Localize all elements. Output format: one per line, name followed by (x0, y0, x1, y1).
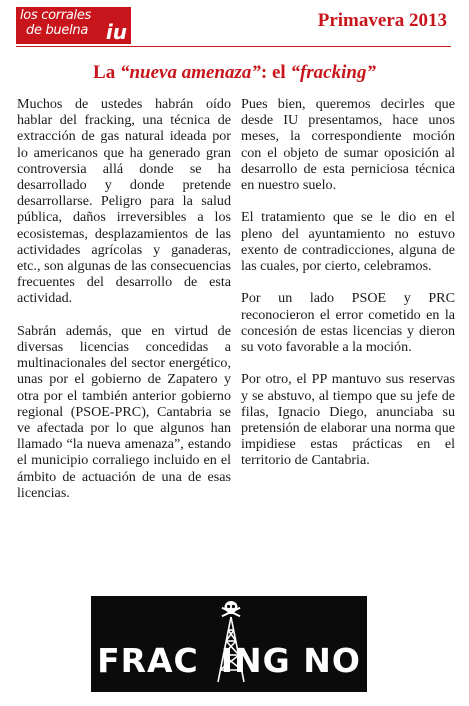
paragraph: Por otro, el PP mantuvo sus reservas y se abstuvo, al tiempo que su jefe de filas, Ignacio Diego, anunciaba su pretensión de elaborar una norma que impidiese estas prácticas en el territorio de Cantabria. (241, 371, 455, 469)
logo-mark: iu (105, 20, 127, 44)
article-column-left (17, 96, 231, 517)
paragraph: Muchos de ustedes habrán oído hablar del fracking, una técnica de extracción de gas natural ideada por lo americanos que ha generado gran controversia allá donde se ha desarrollado y donde pretende desarrollarse. Peligro para la salud pública, daños irreversibles a los ecosistemas, desplazamientos de las actividades agrícolas y ganaderas, etc., son algunas de las consecuencias frecuentes del desarrollo de esta actividad. (17, 96, 231, 307)
title-part-1: La (93, 62, 120, 83)
slogan-part-1: FRAC (97, 641, 199, 680)
page-header (0, 0, 469, 50)
skull-icon (222, 601, 241, 617)
article-column-right (241, 96, 455, 485)
paragraph: Pues bien, queremos decirles que desde IU presentamos, hace unos meses, la correspondiente moción con el objeto de sumar oposición al desarrollo de esta perniciosa técnica en nuestro suelo. (241, 96, 455, 194)
slogan-part-2: ING NO (220, 641, 361, 680)
header-divider (16, 46, 451, 47)
logo-line-2: de buelna (26, 23, 88, 38)
paragraph: Sabrán además, que en virtud de diversas licencias concedidas a multinacionales del sector energético, unas por el gobierno de Zapatero y otra por el también anterior gobierno regional (PSOE-PRC), Cantabria se ve afectada por lo que algunos han llamado “la nueva amenaza”, estando el municipio corraliego incluido en el ámbito de actuación de una de esas licencias. (17, 322, 231, 501)
title-part-2: “nueva amenaza” (119, 62, 261, 83)
iu-logo (16, 7, 131, 44)
issue-season: Primavera 2013 (317, 10, 447, 31)
banner-slogan (91, 641, 367, 680)
title-part-4: “fracking” (290, 62, 376, 83)
title-part-3: : el (260, 62, 291, 83)
paragraph: El tratamiento que se le dio en el pleno del ayuntamiento no estuvo exento de contradicciones, alguna de las cuales, por cierto, celebramos. (241, 209, 455, 275)
article-title (0, 62, 469, 84)
fracking-no-banner (91, 596, 367, 692)
logo-line-1: los corrales (20, 8, 92, 23)
paragraph: Por un lado PSOE y PRC reconocieron el error cometido en la concesión de estas licencias y dieron su voto favorable a la moción. (241, 290, 455, 356)
